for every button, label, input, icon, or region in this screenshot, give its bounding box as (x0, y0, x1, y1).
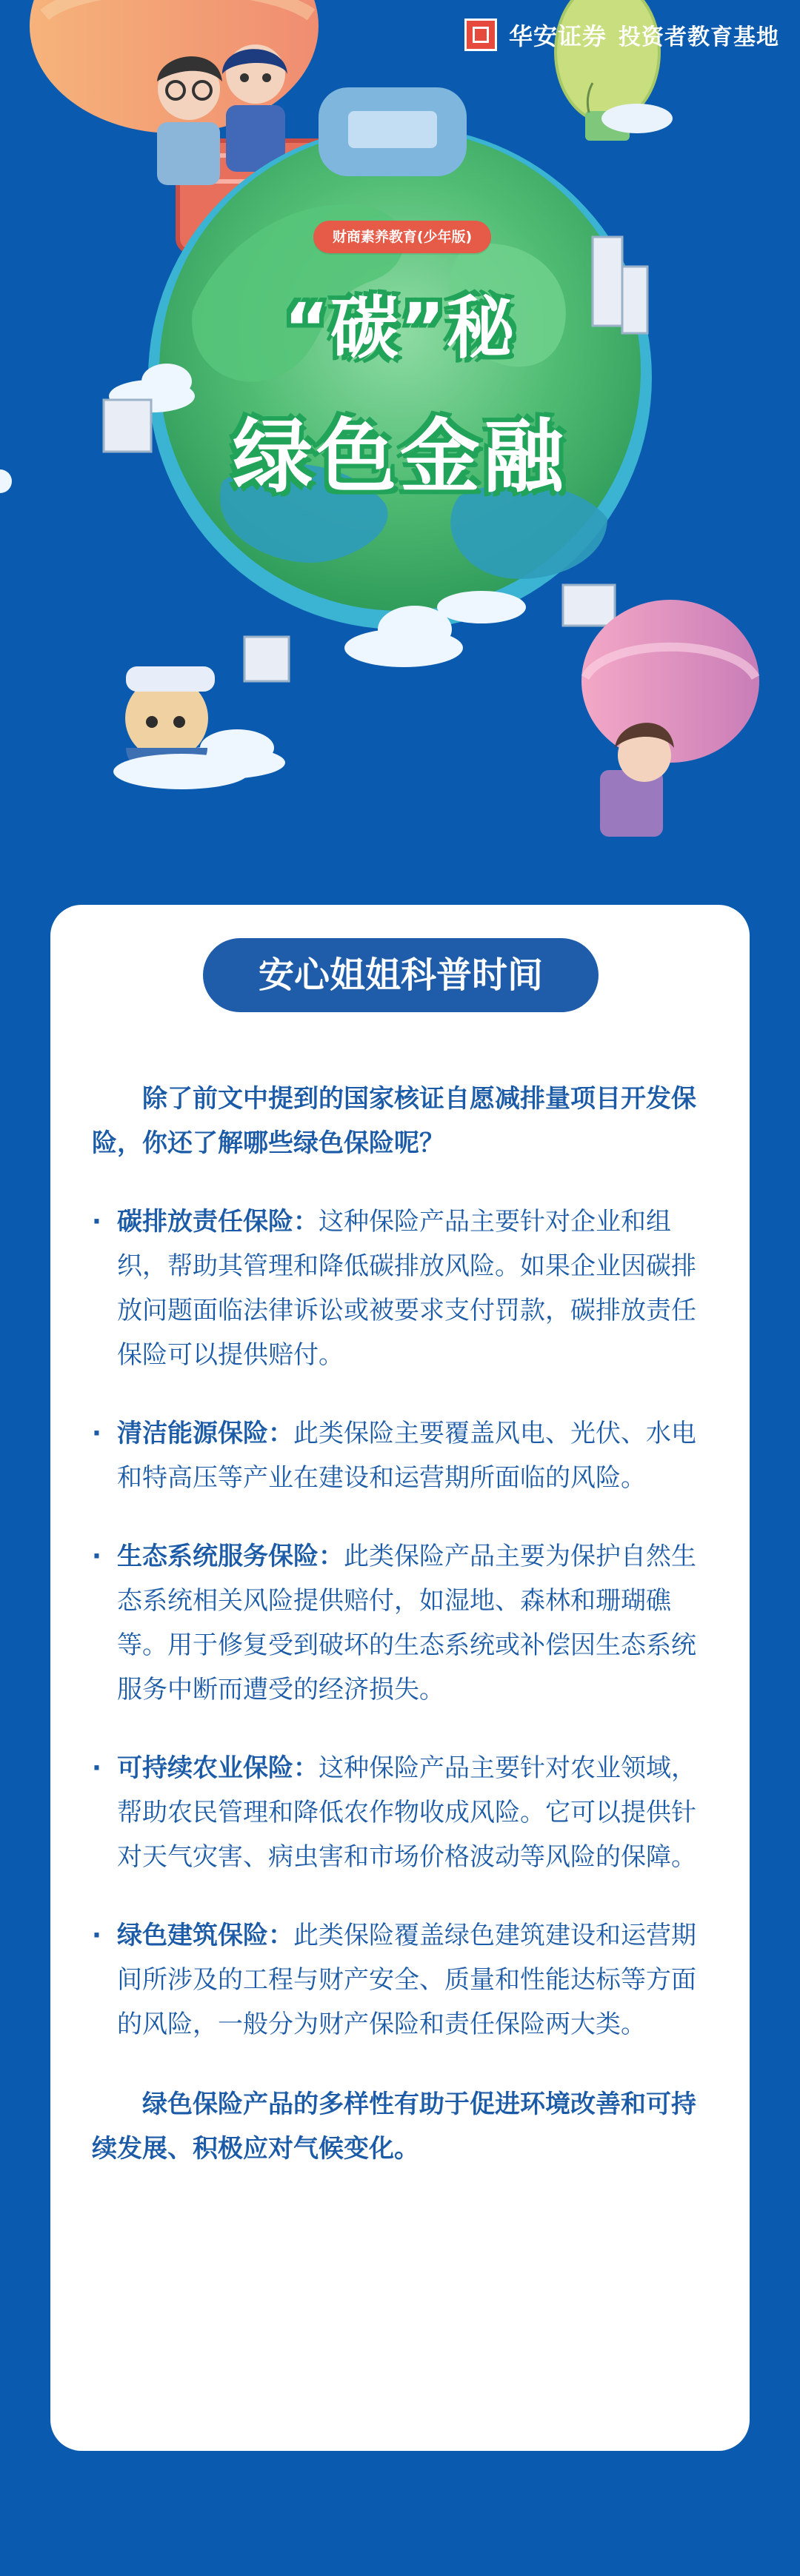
hero-title-bottom: 绿色金融 (232, 411, 567, 504)
list-item-desc: 此类保险产品主要为保护自然生态系统相关风险提供赔付，如湿地、森林和珊瑚礁等。用于修复受到破坏的生态系统或补偿因生态系统服务中断而遭受的经济损失。 (117, 1542, 696, 1704)
bullet-mark: · (92, 1207, 101, 1237)
list-item-desc: 这种保险产品主要针对企业和组织，帮助其管理和降低碳排放风险。如果企业因碳排放问题面临法律诉讼或被要求支付罚款，碳排放责任保险可以提供赔付。 (117, 1207, 696, 1370)
list-item-desc: 这种保险产品主要针对农业领域，帮助农民管理和降低农作物收成风险。它可以提供针对天气灾害、病虫害和市场价格波动等风险的保障。 (117, 1753, 696, 1872)
list-item-text (117, 1534, 716, 1712)
hero-badge: 财商素养教育(少年版) (313, 221, 491, 253)
list-item-title: 可持续农业保险： (117, 1753, 319, 1783)
list-item (92, 1200, 716, 1377)
bullet-mark: · (92, 1419, 101, 1448)
hero-banner (0, 0, 800, 889)
list-item-desc: 此类保险主要覆盖风电、光伏、水电和特高压等产业在建设和运营期所面临的风险。 (117, 1419, 696, 1493)
list-item-title: 碳排放责任保险： (117, 1207, 319, 1237)
list-item (92, 1411, 716, 1500)
list-item-text (117, 1913, 716, 2047)
list-item-text (117, 1746, 716, 1879)
brand-name: 华安证券 (508, 22, 607, 50)
card-heading: 安心姐姐科普时间 (203, 938, 599, 1012)
card-content (92, 1077, 716, 2196)
list-item-title: 清洁能源保险： (117, 1419, 293, 1448)
bullet-mark: · (92, 1753, 101, 1783)
list-item-title: 绿色建筑保险： (117, 1921, 293, 1950)
list-item (92, 1746, 716, 1879)
list-item-text (117, 1200, 716, 1377)
info-card (50, 905, 750, 2451)
list-item (92, 1913, 716, 2047)
bullet-mark: · (92, 1542, 101, 1571)
brand-subtitle: 投资者教育基地 (619, 24, 779, 50)
list-item-desc: 此类保险覆盖绿色建筑建设和运营期间所涉及的工程与财产安全、质量和性能达标等方面的风险，一般分为财产保险和责任保险两大类。 (117, 1921, 696, 2039)
closing-paragraph: 绿色保险产品的多样性有助于促进环境改善和可持续发展、积极应对气候变化。 (92, 2090, 696, 2164)
hero-title-top: “碳”秘 (284, 289, 516, 368)
list-item-text (117, 1411, 716, 1500)
list-item-title: 生态系统服务保险： (117, 1542, 344, 1571)
brand-header (464, 18, 779, 52)
intro-paragraph: 除了前文中提到的国家核证自愿减排量项目开发保险，你还了解哪些绿色保险呢？ (92, 1084, 696, 1158)
bullet-mark: · (92, 1921, 101, 1950)
brand-logo-icon (464, 19, 497, 51)
list-item (92, 1534, 716, 1712)
